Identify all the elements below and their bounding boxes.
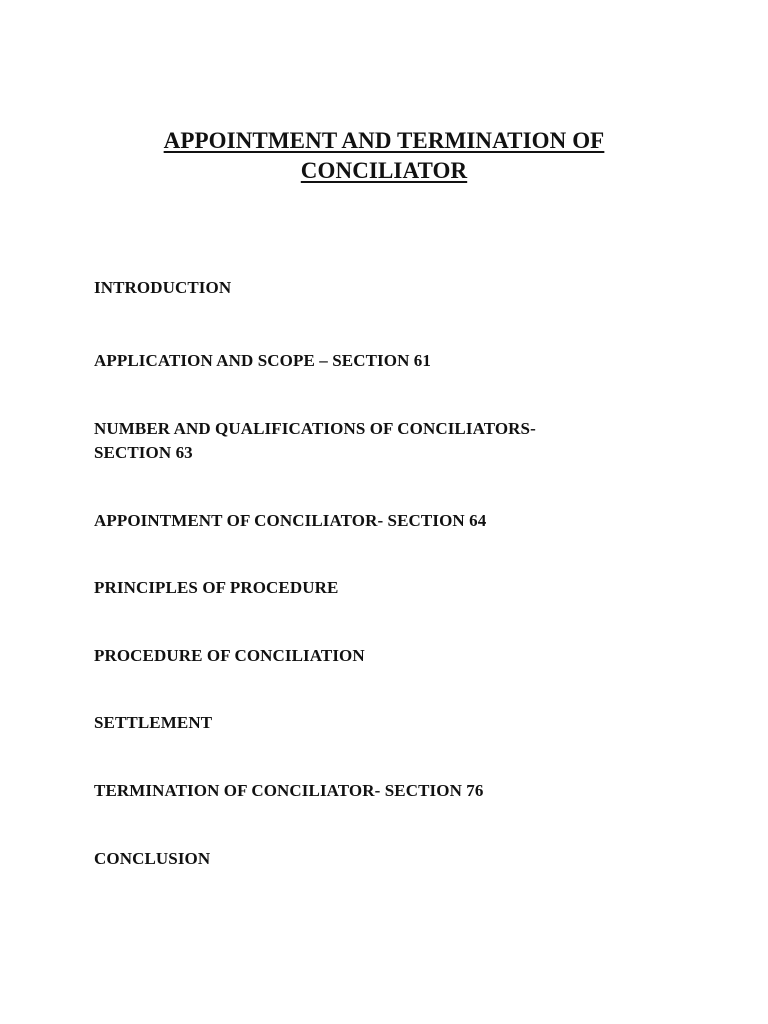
document-title-line-1: APPOINTMENT AND TERMINATION OF	[163, 128, 605, 153]
contents-item-label: APPLICATION AND SCOPE – SECTION 61	[94, 351, 431, 370]
contents-item-label: PROCEDURE OF CONCILIATION	[94, 646, 365, 665]
contents-item-label: NUMBER AND QUALIFICATIONS OF CONCILIATORS-	[94, 419, 536, 438]
contents-item-appointment-of-conciliator	[94, 509, 486, 533]
contents-item-number-and-qualifications	[94, 417, 536, 465]
contents-item-label: SETTLEMENT	[94, 713, 213, 732]
contents-item-application-and-scope	[94, 349, 431, 373]
contents-item-label-continued: SECTION 63	[94, 443, 193, 462]
contents-item-conclusion	[94, 847, 210, 871]
contents-item-principles-of-procedure	[94, 576, 338, 600]
contents-item-label: INTRODUCTION	[94, 278, 232, 297]
document-title-line-2: CONCILIATOR	[300, 158, 468, 183]
contents-item-label: APPOINTMENT OF CONCILIATOR- SECTION 64	[94, 511, 487, 530]
contents-item-settlement	[94, 711, 212, 735]
contents-item-introduction	[94, 276, 231, 300]
contents-item-label: PRINCIPLES OF PROCEDURE	[94, 578, 339, 597]
contents-item-label: CONCLUSION	[94, 849, 211, 868]
contents-item-termination-of-conciliator	[94, 779, 484, 803]
contents-item-label: TERMINATION OF CONCILIATOR- SECTION 76	[94, 781, 484, 800]
document-title	[0, 126, 768, 186]
contents-item-procedure-of-conciliation	[94, 644, 365, 668]
